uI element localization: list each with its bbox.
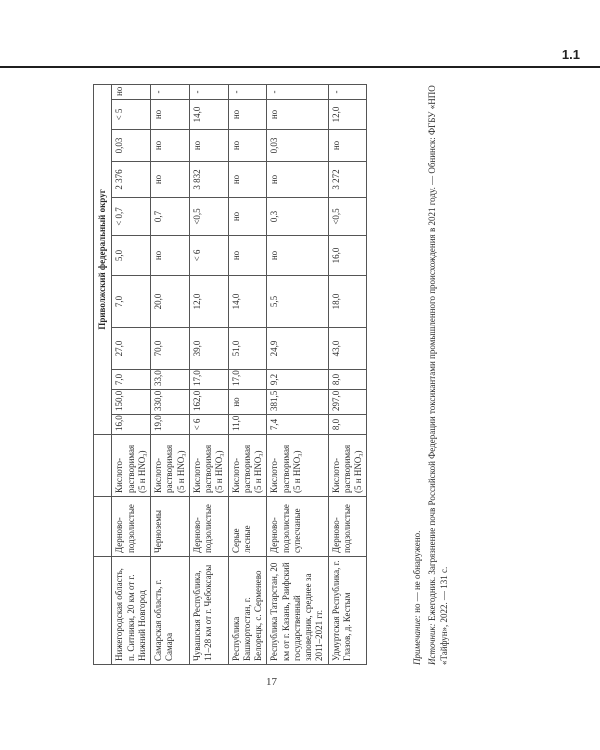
value-cell: 19,0: [151, 415, 190, 435]
value-cell: <0,5: [328, 198, 367, 236]
value-cell: 43,0: [328, 328, 367, 370]
extraction-cell: Кислото-растворимая (5 н HNO₃): [228, 435, 267, 497]
value-cell: 8,0: [328, 415, 367, 435]
value-cell: 27,0: [112, 328, 151, 370]
pollution-table: [93, 84, 367, 665]
value-cell: 12,0: [328, 100, 367, 130]
note-label: Примечание:: [412, 615, 422, 665]
value-cell: 70,0: [151, 328, 190, 370]
value-cell: 7,0: [112, 276, 151, 328]
header-rule: [0, 66, 600, 68]
extraction-cell: Кислото-растворимая (5 н HNO₃): [328, 435, 367, 497]
region-title: Приволжский федеральный округ: [94, 84, 112, 434]
table-row: [267, 84, 328, 664]
location-cell: Республика Башкортостан, г. Белорецк, с. Серменево: [228, 557, 267, 665]
value-cell: 24,9: [267, 328, 328, 370]
value-cell: 12,0: [189, 276, 228, 328]
value-cell: 5,5: [267, 276, 328, 328]
value-cell: но: [151, 162, 190, 198]
value-cell: 17,0: [189, 370, 228, 390]
soil-cell: Серые лесные: [228, 497, 267, 557]
value-cell: < 6: [189, 236, 228, 276]
value-cell: 0,03: [267, 130, 328, 162]
value-cell: 7,0: [112, 370, 151, 390]
note-line: [411, 85, 423, 665]
value-cell: но: [228, 390, 267, 415]
value-cell: 150,0: [112, 390, 151, 415]
table-row: [228, 84, 267, 664]
soil-cell: Дерново-подзолистые: [328, 497, 367, 557]
value-cell: 14,0: [189, 100, 228, 130]
value-cell: < 0,7: [112, 198, 151, 236]
value-cell: но: [267, 236, 328, 276]
value-cell: 14,0: [228, 276, 267, 328]
value-cell: но: [228, 130, 267, 162]
location-cell: Самарская область, г. Самара: [151, 557, 190, 665]
value-cell: но: [151, 236, 190, 276]
value-cell: 20,0: [151, 276, 190, 328]
value-cell: 33,0: [151, 370, 190, 390]
value-cell: -: [267, 84, 328, 99]
value-cell: 3 272: [328, 162, 367, 198]
value-cell: но: [267, 162, 328, 198]
value-cell: -: [189, 84, 228, 99]
value-cell: <0,5: [189, 198, 228, 236]
value-cell: 16,0: [328, 236, 367, 276]
value-cell: но: [151, 100, 190, 130]
value-cell: но: [228, 198, 267, 236]
value-cell: 9,2: [267, 370, 328, 390]
table-row: [189, 84, 228, 664]
value-cell: 0,7: [151, 198, 190, 236]
source-label: Источник:: [427, 623, 438, 665]
soil-cell: Дерново-подзолистые: [112, 497, 151, 557]
value-cell: но: [228, 236, 267, 276]
rotated-table-container: [93, 85, 443, 665]
value-cell: 3 832: [189, 162, 228, 198]
value-cell: 0,3: [267, 198, 328, 236]
extraction-cell: Кислото-растворимая (5 н HNO₃): [189, 435, 228, 497]
location-cell: Нижегородская область, п. Ситники, 20 км от г. Нижний Новгород: [112, 557, 151, 665]
soil-cell: Дерново-подзолистые супесчаные: [267, 497, 328, 557]
value-cell: 39,0: [189, 328, 228, 370]
soil-cell: Дерново-подзолистые: [189, 497, 228, 557]
value-cell: < 5: [112, 100, 151, 130]
table-row: [151, 84, 190, 664]
value-cell: 0,03: [112, 130, 151, 162]
source-text: Ежегодник. Загрязнение почв Российской Федерации токсикантами промышленного происхождения в 2021 году. — Обнинск: ФГБУ «НПО «Тайфун», 2022. — 131 с.: [427, 85, 450, 665]
location-cell: Республика Татарстан, 20 км от г. Казань, Раифский государственный заповедник, среднее за 2011–2021 гг.: [267, 557, 328, 665]
extraction-cell: Кислото-растворимая (5 н HNO₃): [112, 435, 151, 497]
table-notes: [411, 85, 471, 665]
location-cell: Удмуртская Республика, г. Глазов, д. Кестым: [328, 557, 367, 665]
table-row: [328, 84, 367, 664]
value-cell: но: [228, 100, 267, 130]
value-cell: но: [267, 100, 328, 130]
value-cell: 162,0: [189, 390, 228, 415]
value-cell: 330,0: [151, 390, 190, 415]
source-line: [426, 85, 450, 665]
value-cell: но: [228, 162, 267, 198]
value-cell: -: [151, 84, 190, 99]
location-cell: Чувашская Республика, 11–28 км от г. Чебоксары: [189, 557, 228, 665]
value-cell: 297,0: [328, 390, 367, 415]
value-cell: 16,0: [112, 415, 151, 435]
value-cell: но: [151, 130, 190, 162]
page-number: 17: [266, 676, 277, 688]
value-cell: 7,4: [267, 415, 328, 435]
value-cell: 8,0: [328, 370, 367, 390]
value-cell: 51,0: [228, 328, 267, 370]
value-cell: 5,0: [112, 236, 151, 276]
value-cell: 11,0: [228, 415, 267, 435]
value-cell: -: [328, 84, 367, 99]
value-cell: 17,0: [228, 370, 267, 390]
value-cell: но: [189, 130, 228, 162]
value-cell: 18,0: [328, 276, 367, 328]
extraction-cell: Кислото-растворимая (5 н HNO₃): [151, 435, 190, 497]
value-cell: но: [328, 130, 367, 162]
value-cell: -: [228, 84, 267, 99]
value-cell: 381,5: [267, 390, 328, 415]
section-number: 1.1: [561, 47, 580, 62]
region-row: [94, 84, 112, 664]
extraction-cell: Кислото-растворимая (5 н HNO₃): [267, 435, 328, 497]
value-cell: но: [112, 84, 151, 99]
table-row: [112, 84, 151, 664]
note-text: но — не обнаружено.: [412, 530, 422, 616]
value-cell: < 6: [189, 415, 228, 435]
soil-cell: Черноземы: [151, 497, 190, 557]
value-cell: 2 376: [112, 162, 151, 198]
